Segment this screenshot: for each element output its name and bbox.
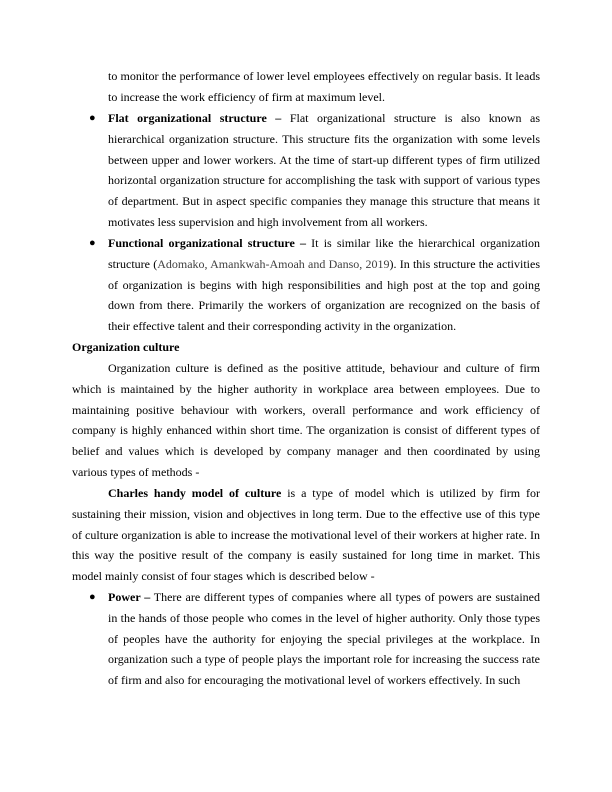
bullet-title: Functional organizational structure – [108,236,306,250]
bullet-dot-icon: ● [89,112,96,124]
bullet-power [89,587,541,691]
handy-paragraph [72,483,540,587]
section-heading: Organization culture [72,340,180,354]
bullet-text: There are different types of companies where all types of powers are sustained in the hands of those people who comes in the level of higher authority. Only those types of peoples have the authority for enjoying the special privileges at the workplace. In organization such a type of people plays the important role for increasing the success rate of firm and also for encouraging the motivational level of workers effectively. In such [108,590,541,688]
culture-paragraph: Organization culture is defined as the positive attitude, behaviour and culture of firm which is maintained by the higher authority in workplace area between employees. Due to maintaining positive behaviour with workers, overall performance and work efficiency of company is highly enhanced within short time. The organization is consist of different types of belief and values which is developed by company manager and then coordinated by using various types of methods - [72,361,540,479]
intro-continuation: to monitor the performance of lower level employees effectively on regular basis. It leads to increase the work efficiency of firm at maximum level. [108,69,540,104]
bullet-text-b: ). In this structure the activities of organization is begins with high responsibilities and high post at the top and going down from there. Primarily the workers of organization are recognized on the basis of their effective talent and their corresponding activity in the organization. [108,256,541,334]
bullet-functional-structure [89,233,541,337]
bullet-flat-structure [89,108,540,233]
handy-text: is a type of model which is utilized by firm for sustaining their mission, vision and objectives in long term. Due to the effective use of this type of culture organization is able to increase the motivational level of their workers at higher rate. In this way the positive result of the company is easily sustained for long time in market. This model mainly consist of four stages which is described below - [72,486,540,584]
bullet-text-a: It is similar like the hierarchical organization structure ( [108,236,541,271]
bullet-title: Flat organizational structure – [108,111,282,125]
bullet-title: Power – [108,590,151,604]
bullet-dot-icon: ● [89,591,96,603]
citation: Adomako, Amankwah-Amoah and Danso, 2019 [157,256,390,271]
bullet-dot-icon: ● [89,237,96,249]
bullet-text: Flat organizational structure is also known as hierarchical organization structure. This structure fits the organization with some levels between upper and lower workers. At the time of start-up different types of firm utilized horizontal organization structure for accomplishing the task with support of various types of department. But in aspect specific companies they manage this structure that means it motivates less supervision and high involvement from all workers. [108,111,540,229]
handy-title: Charles handy model of culture [108,486,282,500]
